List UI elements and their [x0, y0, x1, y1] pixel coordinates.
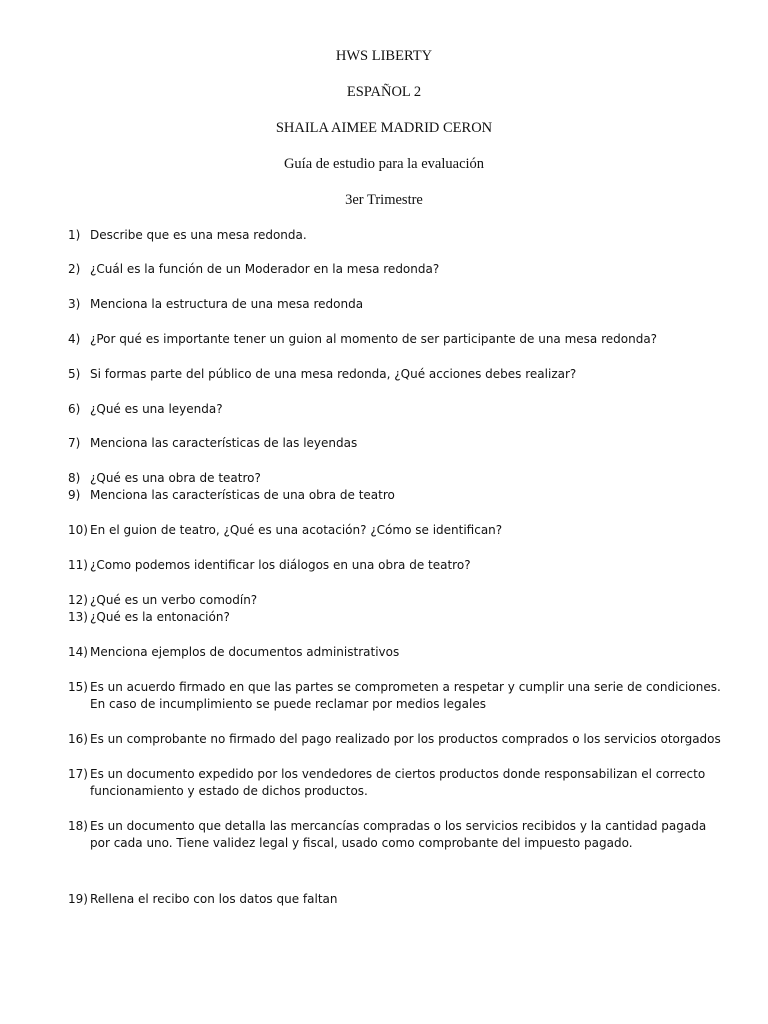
question-number: 10)	[68, 523, 88, 537]
question-number: 18)	[68, 819, 88, 833]
question-number: 6)	[68, 402, 81, 416]
question-text: Es un comprobante no firmado del pago realizado por los productos comprados o los servicios otorgados	[90, 732, 721, 746]
question-text: En el guion de teatro, ¿Qué es una acotación? ¿Cómo se identifican?	[90, 523, 503, 537]
question-text: Rellena el recibo con los datos que faltan	[90, 892, 338, 906]
question-number: 19)	[68, 892, 88, 906]
question-number: 5)	[68, 367, 81, 381]
question-text: Menciona las características de una obra de teatro	[90, 488, 395, 502]
question-number: 4)	[68, 332, 81, 346]
term-label: 3er Trimestre	[345, 192, 423, 208]
question-item	[68, 470, 728, 487]
question-item	[68, 679, 728, 713]
question-text: ¿Cuál es la función de un Moderador en la mesa redonda?	[90, 262, 440, 276]
question-text: Menciona la estructura de una mesa redonda	[90, 297, 364, 311]
question-item	[68, 366, 728, 383]
question-text: Es un documento expedido por los vendedores de ciertos productos donde responsabilizan el correcto funcionamiento y estado de dichos productos.	[90, 767, 706, 798]
question-item	[68, 766, 728, 800]
question-item	[68, 522, 728, 539]
question-item	[68, 296, 728, 313]
question-text: Describe que es una mesa redonda.	[90, 228, 307, 242]
question-item	[68, 401, 728, 418]
question-number: 17)	[68, 767, 88, 781]
question-text: Es un documento que detalla las mercancías compradas o los servicios recibidos y la cantidad pagada por cada uno. Tiene validez legal y fiscal, usado como comprobante del impuesto pagado.	[90, 819, 707, 850]
question-text: Es un acuerdo firmado en que las partes se comprometen a respetar y cumplir una serie de condiciones. En caso de incumplimiento se puede reclamar por medios legales	[90, 680, 721, 711]
question-number: 8)	[68, 471, 81, 485]
question-number: 12)	[68, 593, 88, 607]
student-name: SHAILA AIMEE MADRID CERON	[275, 120, 493, 136]
question-item	[68, 487, 728, 504]
question-item	[68, 644, 728, 661]
question-number: 16)	[68, 732, 88, 746]
question-number: 3)	[68, 297, 81, 311]
question-item	[68, 818, 728, 852]
question-text: ¿Como podemos identificar los diálogos en una obra de teatro?	[90, 558, 471, 572]
question-number: 9)	[68, 488, 81, 502]
question-item	[68, 891, 728, 908]
question-number: 15)	[68, 680, 88, 694]
question-item	[68, 331, 728, 348]
question-item	[68, 592, 728, 609]
question-number: 14)	[68, 645, 88, 659]
question-item	[68, 261, 728, 278]
question-item	[68, 435, 728, 452]
question-item	[68, 227, 728, 244]
question-number: 1)	[68, 228, 81, 242]
question-text: ¿Qué es un verbo comodín?	[90, 593, 258, 607]
question-text: ¿Qué es una obra de teatro?	[90, 471, 261, 485]
question-item	[68, 557, 728, 574]
question-number: 2)	[68, 262, 81, 276]
document-title: Guía de estudio para la evaluación	[283, 156, 485, 172]
question-text: ¿Por qué es importante tener un guion al momento de ser participante de una mesa redonda?	[90, 332, 658, 346]
question-item	[68, 609, 728, 626]
question-item	[68, 731, 728, 748]
question-text: ¿Qué es la entonación?	[90, 610, 230, 624]
question-text: ¿Qué es una leyenda?	[90, 402, 223, 416]
question-text: Menciona ejemplos de documentos administrativos	[90, 645, 400, 659]
question-number: 13)	[68, 610, 88, 624]
school-name: HWS LIBERTY	[335, 48, 433, 64]
course-name: ESPAÑOL 2	[346, 84, 422, 100]
question-text: Menciona las características de las leyendas	[90, 436, 358, 450]
question-number: 7)	[68, 436, 81, 450]
question-text: Si formas parte del público de una mesa redonda, ¿Qué acciones debes realizar?	[90, 367, 577, 381]
question-number: 11)	[68, 558, 88, 572]
